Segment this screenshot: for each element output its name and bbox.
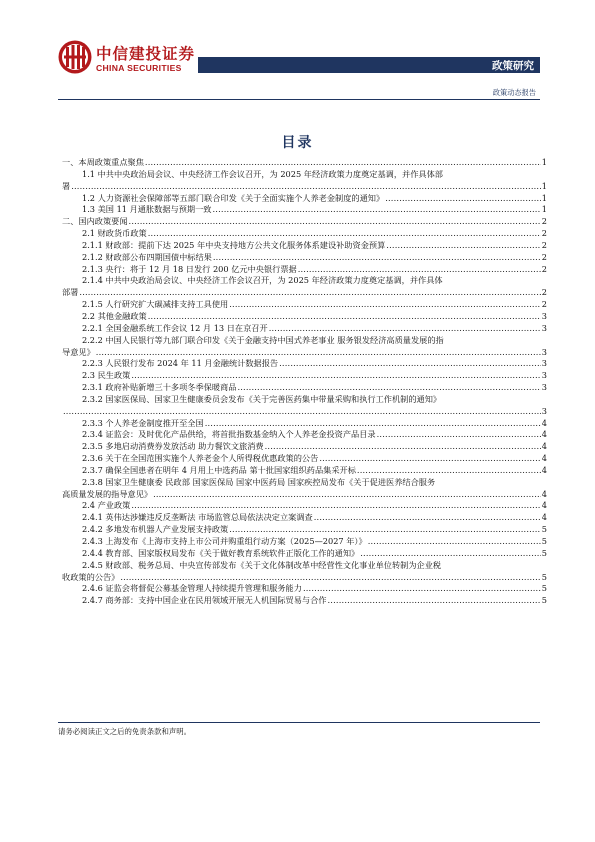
toc-entry-title[interactable]: 2.4.3 上海发布《上海市支持上市公司并购重组行动方案（2025—2027 年）》 xyxy=(82,536,367,546)
toc-page-number[interactable]: 3 xyxy=(541,322,547,333)
toc-dot-leader xyxy=(319,453,540,465)
toc-dot-leader xyxy=(279,358,541,370)
toc-entry-title[interactable]: 2.3.7 确保全国患者在明年 4 月用上中选药品 第十批国家组织药品集采开标 xyxy=(82,464,356,475)
footer-disclaimer: 请务必阅读正文之后的免责条款和声明。 xyxy=(58,727,192,736)
toc-page-number[interactable]: 2 xyxy=(541,239,547,250)
toc-entry-title[interactable]: 2.3.4 证监会：及时优化产品供给，将首批指数基金纳入个人养老金投资产品目录 xyxy=(82,429,376,440)
toc-dot-leader xyxy=(386,240,540,252)
toc-entry-title-continued[interactable]: 收政策的公告》 xyxy=(62,571,120,582)
toc-entry-title[interactable]: 2.3.3 个人养老金制度推开至全国 xyxy=(82,417,204,428)
toc-dot-leader xyxy=(269,323,541,335)
toc-entry[interactable] xyxy=(62,323,547,335)
toc-entry-title[interactable]: 1.1 中共中央政治局会议、中央经济工作会议召开，为 2025 年经济政策力度奠定基调，并作具体部 xyxy=(82,168,443,179)
toc-entry[interactable] xyxy=(62,240,547,252)
toc-entry-title[interactable]: 2.2.2 中国人民银行等九部门联合印发《关于金融支持中国式养老事业 服务银发经济高质量发展的指 xyxy=(82,334,444,345)
toc-entry-title[interactable]: 2.2 其他金融政策 xyxy=(82,310,147,321)
toc-entry[interactable] xyxy=(62,418,547,430)
toc-dot-leader xyxy=(213,252,541,264)
toc-entry-title[interactable]: 2.4.7 商务部：支持中国企业在民用领域开展无人机国际贸易与合作 xyxy=(82,595,327,606)
toc-entry-title-continued[interactable]: 部署 xyxy=(62,287,79,298)
toc-entry-title[interactable]: 2.1.5 人行研究扩大碳减排支持工具使用 xyxy=(82,299,229,310)
toc-entry-title[interactable]: 2.4.2 多地发布机器人产业发展支持政策 xyxy=(82,524,229,535)
toc-dot-leader xyxy=(229,524,541,536)
toc-dot-leader xyxy=(148,228,541,240)
toc-entry-continuation[interactable] xyxy=(62,572,547,584)
toc-entry[interactable] xyxy=(62,583,547,595)
toc-page-number[interactable]: 5 xyxy=(541,595,547,606)
toc-entry[interactable] xyxy=(62,204,547,216)
toc-entry-title[interactable]: 2.2.1 全国金融系统工作会议 12 月 13 日在京召开 xyxy=(82,322,268,333)
toc-entry-line[interactable] xyxy=(62,477,547,489)
toc-entry-title[interactable]: 2.3.5 多地启动消费券发放活动 助力餐饮文旅消费 xyxy=(82,441,264,452)
toc-dot-leader xyxy=(229,299,541,311)
toc-entry-title[interactable]: 2.4.6 证监会将督促公募基金管理人持续提升管理和服务能力 xyxy=(82,583,302,594)
toc-dot-leader xyxy=(153,489,541,501)
toc-entry-title[interactable]: 一、本周政策重点聚焦 xyxy=(62,157,144,167)
table-of-contents xyxy=(62,157,547,607)
toc-entry-line[interactable] xyxy=(62,335,547,347)
toc-dot-leader xyxy=(298,264,541,276)
toc-page-number[interactable]: 3 xyxy=(541,310,547,321)
toc-entry[interactable] xyxy=(62,193,547,205)
toc-page-number[interactable]: 2 xyxy=(541,228,547,239)
toc-dot-leader xyxy=(120,572,540,584)
toc-dot-leader xyxy=(377,429,541,441)
toc-page-number[interactable]: 4 xyxy=(541,453,547,464)
toc-entry[interactable] xyxy=(62,441,547,453)
toc-entry-title[interactable]: 2.1.2 财政部公布四期国债中标结果 xyxy=(82,251,212,262)
toc-page-number[interactable]: 5 xyxy=(541,547,547,558)
toc-page-number[interactable]: 4 xyxy=(541,417,547,428)
toc-entry-title-continued[interactable]: 导意见》 xyxy=(62,346,95,357)
toc-page-number[interactable]: 2 xyxy=(541,251,547,262)
toc-dot-leader xyxy=(129,216,541,228)
toc-page-number[interactable]: 5 xyxy=(541,536,547,546)
toc-entry[interactable] xyxy=(62,264,547,276)
toc-entry[interactable] xyxy=(62,595,547,607)
toc-entry-title[interactable]: 2.2.3 人民银行发布 2024 年 11 月金融统计数据报告 xyxy=(82,358,279,369)
toc-entry-title[interactable]: 2.4 产业政策 xyxy=(82,500,131,511)
toc-entry-continuation[interactable] xyxy=(62,181,547,193)
toc-page-number[interactable]: 3 xyxy=(541,370,547,381)
toc-entry[interactable] xyxy=(62,228,547,240)
toc-dot-leader xyxy=(79,287,540,299)
toc-page-number[interactable]: 3 xyxy=(541,358,547,369)
page-header xyxy=(0,0,595,100)
toc-entry-title[interactable]: 2.3 民生政策 xyxy=(82,370,131,381)
toc-page-number[interactable]: 1 xyxy=(541,204,547,215)
toc-entry-line[interactable] xyxy=(62,394,547,406)
toc-entry-title[interactable]: 2.4.1 英伟达涉嫌违反反垄断法 市场监管总局依法决定立案调查 xyxy=(82,512,313,523)
toc-entry-title-continued[interactable]: 署 xyxy=(62,180,71,191)
toc-entry-title[interactable]: 2.4.4 教育部、国家版权局发布《关于做好教育系统软件正版化工作的通知》 xyxy=(82,547,360,558)
toc-dot-leader xyxy=(131,370,540,382)
toc-dot-leader xyxy=(63,406,541,418)
toc-entry[interactable] xyxy=(62,453,547,465)
toc-page-number[interactable]: 1 xyxy=(541,192,547,203)
toc-entry-line[interactable] xyxy=(62,169,547,181)
toc-page-number[interactable]: 1 xyxy=(541,180,547,191)
report-category-label: 政策研究 xyxy=(492,60,534,72)
toc-dot-leader xyxy=(237,382,540,394)
toc-entry[interactable] xyxy=(62,311,547,323)
toc-entry-continuation[interactable] xyxy=(62,347,547,359)
toc-entry[interactable] xyxy=(62,382,547,394)
toc-entry[interactable] xyxy=(62,500,547,512)
toc-entry-line[interactable] xyxy=(62,275,547,287)
toc-entry[interactable] xyxy=(62,370,547,382)
toc-page-number[interactable]: 1 xyxy=(541,157,547,167)
toc-page-number[interactable]: 5 xyxy=(541,571,547,582)
toc-entry-title[interactable]: 1.3 美国 11 月通胀数据与预期一致 xyxy=(82,204,212,215)
toc-entry-title[interactable]: 2.4.5 财政部、税务总局、中央宣传部发布《关于文化体制改革中经营性文化事业单位转制为企业税 xyxy=(82,559,442,570)
toc-section[interactable] xyxy=(62,157,547,169)
toc-dot-leader xyxy=(385,193,541,205)
toc-entry-title[interactable]: 1.2 人力资源社会保障部等五部门联合印发《关于全面实施个人养老金制度的通知》 xyxy=(82,192,385,203)
toc-dot-leader xyxy=(213,204,541,216)
toc-dot-leader xyxy=(360,548,541,560)
toc-entry[interactable] xyxy=(62,299,547,311)
report-subtitle: 政策动态报告 xyxy=(492,88,536,97)
toc-dot-leader xyxy=(145,157,541,169)
toc-page-number[interactable]: 2 xyxy=(541,287,547,298)
toc-entry-title[interactable]: 2.3.8 国家卫生健康委 民政部 国家医保局 国家中医药局 国家疾控局发布《关于促进医养结合服务 xyxy=(82,476,436,487)
toc-page-number[interactable]: 5 xyxy=(541,583,547,594)
toc-entry-line[interactable] xyxy=(62,560,547,572)
toc-page-number[interactable]: 3 xyxy=(541,405,547,416)
toc-entry-title-continued[interactable]: 高质量发展的指导意见》 xyxy=(62,488,153,499)
toc-entry-continuation[interactable] xyxy=(62,489,547,501)
toc-entry-title[interactable]: 2.3.2 国家医保局、国家卫生健康委员会发布《关于完善医药集中带量采购和执行工作机制的通知》 xyxy=(82,393,442,404)
toc-dot-leader xyxy=(303,583,541,595)
toc-entry-title[interactable]: 2.1.4 中共中央政治局会议、中央经济工作会议召开，为 2025 年经济政策力度奠定基调，并作具体 xyxy=(82,275,443,286)
toc-page-number[interactable]: 4 xyxy=(541,512,547,523)
toc-entry-title[interactable]: 2.1.1 财政部：提前下达 2025 年中央支持地方公共文化服务体系建设补助资金预算 xyxy=(82,239,386,250)
toc-entry[interactable] xyxy=(62,465,547,477)
toc-page-number[interactable]: 4 xyxy=(541,464,547,475)
toc-entry-title[interactable]: 2.3.1 政府补贴新增三十多项冬季保暖商品 xyxy=(82,382,237,393)
toc-dot-leader xyxy=(131,500,540,512)
toc-page-number[interactable]: 2 xyxy=(541,263,547,274)
toc-entry-continuation[interactable] xyxy=(62,406,547,418)
toc-dot-leader xyxy=(357,465,541,477)
toc-entry[interactable] xyxy=(62,536,547,548)
toc-dot-leader xyxy=(148,311,541,323)
footer-divider xyxy=(58,722,540,723)
header-band xyxy=(198,57,540,73)
toc-entry-title[interactable]: 二、国内政策要闻 xyxy=(62,216,128,227)
toc-page-number[interactable]: 4 xyxy=(541,441,547,452)
header-divider xyxy=(58,99,540,100)
toc-entry[interactable] xyxy=(62,429,547,441)
toc-page-number[interactable]: 3 xyxy=(541,346,547,357)
toc-page-number[interactable]: 2 xyxy=(541,216,547,227)
toc-title: 目录 xyxy=(281,135,314,151)
toc-entry-title[interactable]: 2.1 财政货币政策 xyxy=(82,228,147,239)
toc-dot-leader xyxy=(328,595,541,607)
toc-dot-leader xyxy=(265,441,541,453)
toc-section[interactable] xyxy=(62,216,547,228)
toc-page-number[interactable]: 3 xyxy=(541,382,547,393)
china-securities-logo-icon xyxy=(57,39,93,75)
toc-page-number[interactable]: 4 xyxy=(541,488,547,499)
toc-entry[interactable] xyxy=(62,512,547,524)
toc-entry-title[interactable]: 2.1.3 央行：将于 12 月 18 日发行 200 亿元中央银行票据 xyxy=(82,263,297,274)
toc-entry[interactable] xyxy=(62,524,547,536)
toc-entry-title[interactable]: 2.3.6 关于在全国范围实施个人养老金个人所得税优惠政策的公告 xyxy=(82,453,319,464)
logo-english-name: CHINA SECURITIES xyxy=(96,63,182,73)
toc-page-number[interactable]: 4 xyxy=(541,429,547,440)
toc-dot-leader xyxy=(205,418,541,430)
toc-entry[interactable] xyxy=(62,358,547,370)
toc-dot-leader xyxy=(368,536,541,548)
toc-entry-continuation[interactable] xyxy=(62,287,547,299)
toc-page-number[interactable]: 2 xyxy=(541,299,547,310)
toc-page-number[interactable]: 4 xyxy=(541,500,547,511)
toc-entry[interactable] xyxy=(62,548,547,560)
toc-dot-leader xyxy=(71,181,541,193)
toc-entry[interactable] xyxy=(62,252,547,264)
toc-dot-leader xyxy=(96,347,541,359)
toc-page-number[interactable]: 5 xyxy=(541,524,547,535)
logo-chinese-name: 中信建投证券 xyxy=(96,45,196,63)
toc-dot-leader xyxy=(314,512,541,524)
